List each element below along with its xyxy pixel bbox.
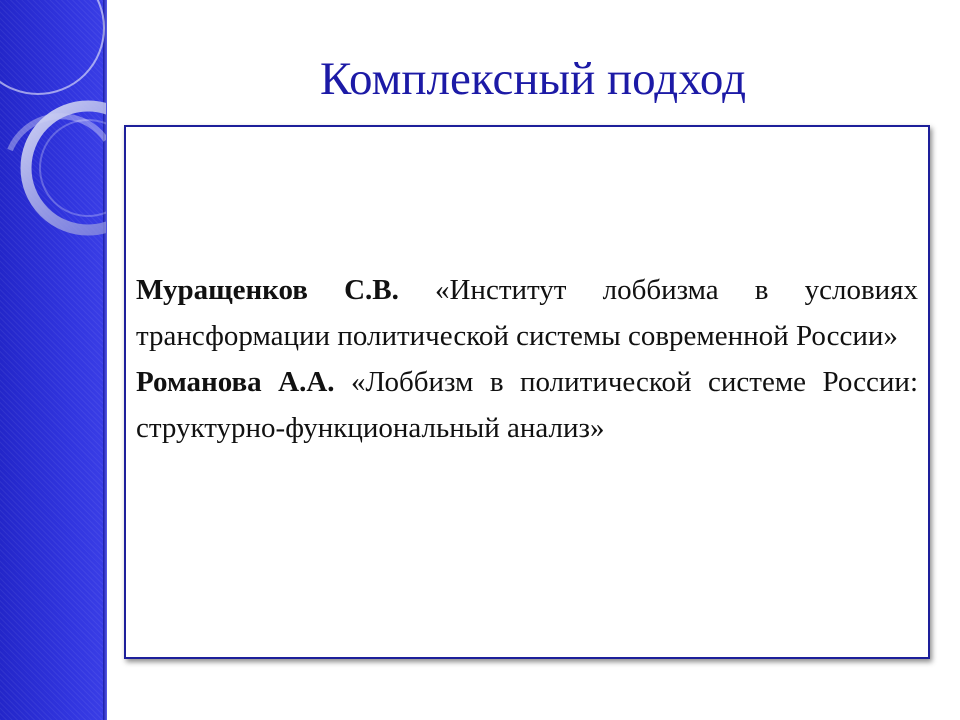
reference-title: «Институт лоббизма в условиях трансформации политической системы современной России» <box>136 274 918 352</box>
reference-author: Романова А.А. <box>136 366 335 398</box>
reference-author: Муращенков С.В. <box>136 274 399 306</box>
slide-title: Комплексный подход <box>320 53 746 105</box>
reference-title: «Лоббизм в политической системе России: структурно-функциональный анализ» <box>136 366 918 444</box>
references-list <box>136 267 918 451</box>
references-box <box>124 125 930 659</box>
decorative-rings-icon <box>0 0 106 260</box>
reference-entry <box>136 359 918 451</box>
reference-entry <box>136 267 918 359</box>
